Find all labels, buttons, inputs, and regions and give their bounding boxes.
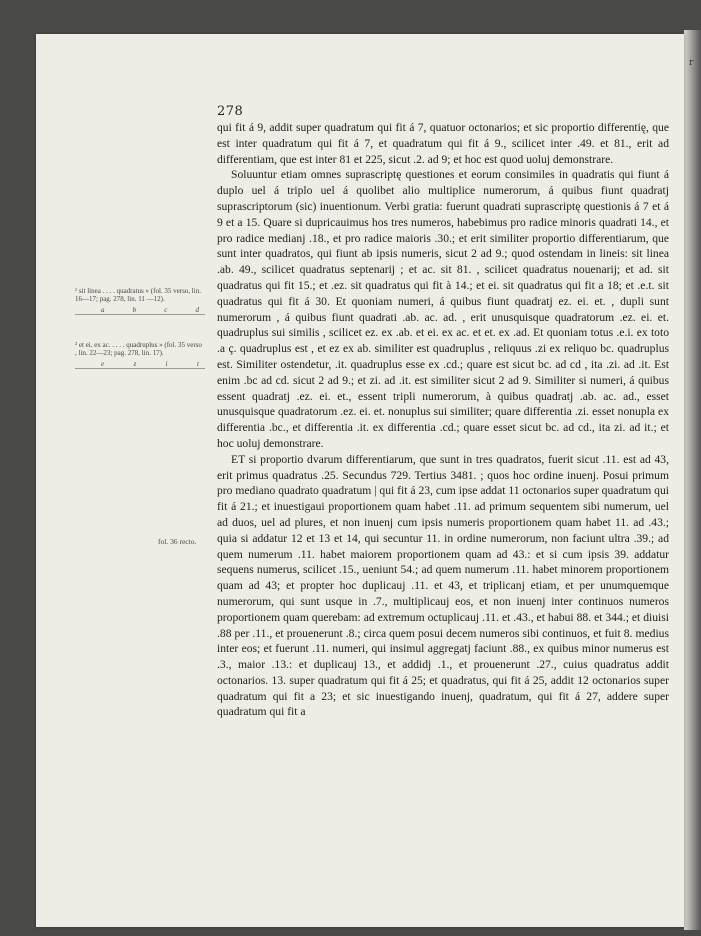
margin-note-1-text: ¹ sit linea . . . . quadratus » (fol. 35 verso, lin. 16—17; pag. 278, lin. 11 —12). [75,287,201,304]
edge-mark: r [689,58,694,68]
page-number: 278 [217,104,244,119]
margin-note-1 [75,287,205,315]
diagram-letter: b [132,305,137,314]
diagram-letter: c [164,305,168,314]
diagram-letter: e [101,359,105,368]
diagram-letter: z [133,359,137,368]
paragraph-1: qui fit á 9, addit super quadratum qui fit á 7, quatuor octonarios; et sic proportio differentię, que est inter quadratum qui fit á 7, et quadratum qui fit á 9., scilicet inter .49. et 81., erit ad differentiam, que est inter 81 et 225, sicut .2. ad 9; et hoc est quod uoluj demonstrare. [217,121,669,166]
diagram-letter: i [165,359,168,368]
paragraph-3: ET si proportio dvarum differentiarum, que sunt in tres quadratos, fuerit sicut .11. est ad 43, erit primus quadratus .25. Secundus 729. Tertius 3481. ; quos hoc ordine inuenj. Posui primum pro mediano quadrato quadratum | qui fit á 23, cum ipse addat 11 octonarios super quadratum qui fit á 21.; et inuestigaui proportionem quam habet .11. ad primum sequentem sibi numerum, uel ad duos, uel ad plures, et non inuenj cum ipsis numeris proportionem quam habet 11. ad .43.; quia si addatur 12 et 13 et 14, qui secuntur 11. in ordine numerorum, non faciunt ultra .39.; ad quem numerum .11. habet maiorem proportionem quam ad 43.: et si cum ipsis 39. addatur sequens numerus, scilicet .15., ueniunt 54.; ad quem numerum .11. habet minorem proportionem quam ad 43; et propter hoc duplicauj .11. et 43, et triplicanj etiam, et per unumquemque numerorum, qui sunt usque in .7., multiplicauj eos, et non inuenj inter continuos numeros proportionem quam querebam: ad extremum octuplicauj .11. et .43., et habui 88. et 344.; et diuisi .88 per .11., et prouenerunt .8.; circa quem posui decem numeros sibi continuos, et fuit 8. medius inter eos; et fuerunt .11. numeri, qui insimul aggregatj faciunt .88., ex quibus minor numerus est .3., maior .13.: et duplicauj 13., et addidj .1., et prouenerunt .27., cuius quadratus addit octonarios. 13. super quadratum qui fit á 25; et quadratus, qui fit á 25, addit 12 octonarios super quadratum qui fit a 23; et sic inuestigando inuenj, quadratum, qui fit á 27, addere super quadratum qui fit a [217,452,669,719]
margin-note-2-text: ² et ei. ex ac. . . . . quadruplus » (fol. 35 verso , lin. 22—23; pag. 278, lin. 17). [75,341,202,358]
paragraph-2: Soluuntur etiam omnes suprascriptę questiones et eorum consimiles in quadratis qui fiunt á duplo uel á triplo uel á quolibet alio multiplice numerorum, á quibus fiunt quadratj suprascriptorum (sic) inuentionum. Verbi gratia: fuerunt quadrati suprascriptę questionis á 7 et á 9 et a 15. Quare si dupricauimus hos tres numeros, habebimus pro radice minoris quadrati 14., et pro radice medianj .18., et pro radice maioris .30.; et erit similiter proportio differentiarum, que sunt inter quadratos, qui fiunt ab ipsis numeris, sicut 2 ad 9.; quod ostendam in lineis: sit linea .ab. 49., scilicet quadratus septenarij ; et ac. sit 81. , scilicet quadratus nouenarij; et ad. sit quadratus qui fit 15.; et .ez. sit quadratus qui fit à 14.; et ei. sit quadratus qui fit a 18; et .e.t. sit quadratus qui fit á 30. Et quoniam numeri, á quibus fiunt quadratj ez. ei. et. , dupli sunt numerorum , á quibus fiunt quadrati .ab. ac. ad. , erit unusquisque quadratorum .ez. ei. et. quadruplus sui similis , scilicet ez. ex .ab. et ei. ex ac. et et. ex .ad. Et quoniam totus .e.i. ex toto .a ç. quadruplus est , et ez ex ab. similiter est quadruplus , reliquus .zi ex reliquo bc. quadruplus est. Similiter ostendetur, .it. quadruplus esse ex .cd.; quare est sicut bc. ad cd , ita .zi. ad .it. Est enim .bc ad cd. sicut 2 ad 9.; et zi. ad .it. est similiter sicut 2 ad 9. Similiter si numeri, á quibus essent quadratj .ez. ei. et., essent tripli numerorum, à quibus quadratj .ab. ac. ad., esset unusquisque quadratorum .ez. ei. et. nonuplus sui similiter; quare differentia .zi. esset nonupla ex differentia .bc., et differentia .it. ex differentia .cd.; quare esset sicut bc. ad cd., ita zi. ad it.; et hoc uoluj demonstrare. [217,168,669,450]
margin-note-2 [75,341,205,369]
diagram-letter: d [195,305,199,314]
folio-note: fol. 36 recto. [158,537,197,546]
main-text [217,120,669,720]
diagram-letter: a [101,305,105,314]
diagram-letter: t [197,359,199,368]
adjacent-page-edge [684,30,701,930]
margin-note-1-diagram [75,306,205,315]
margin-note-2-diagram [75,360,205,369]
